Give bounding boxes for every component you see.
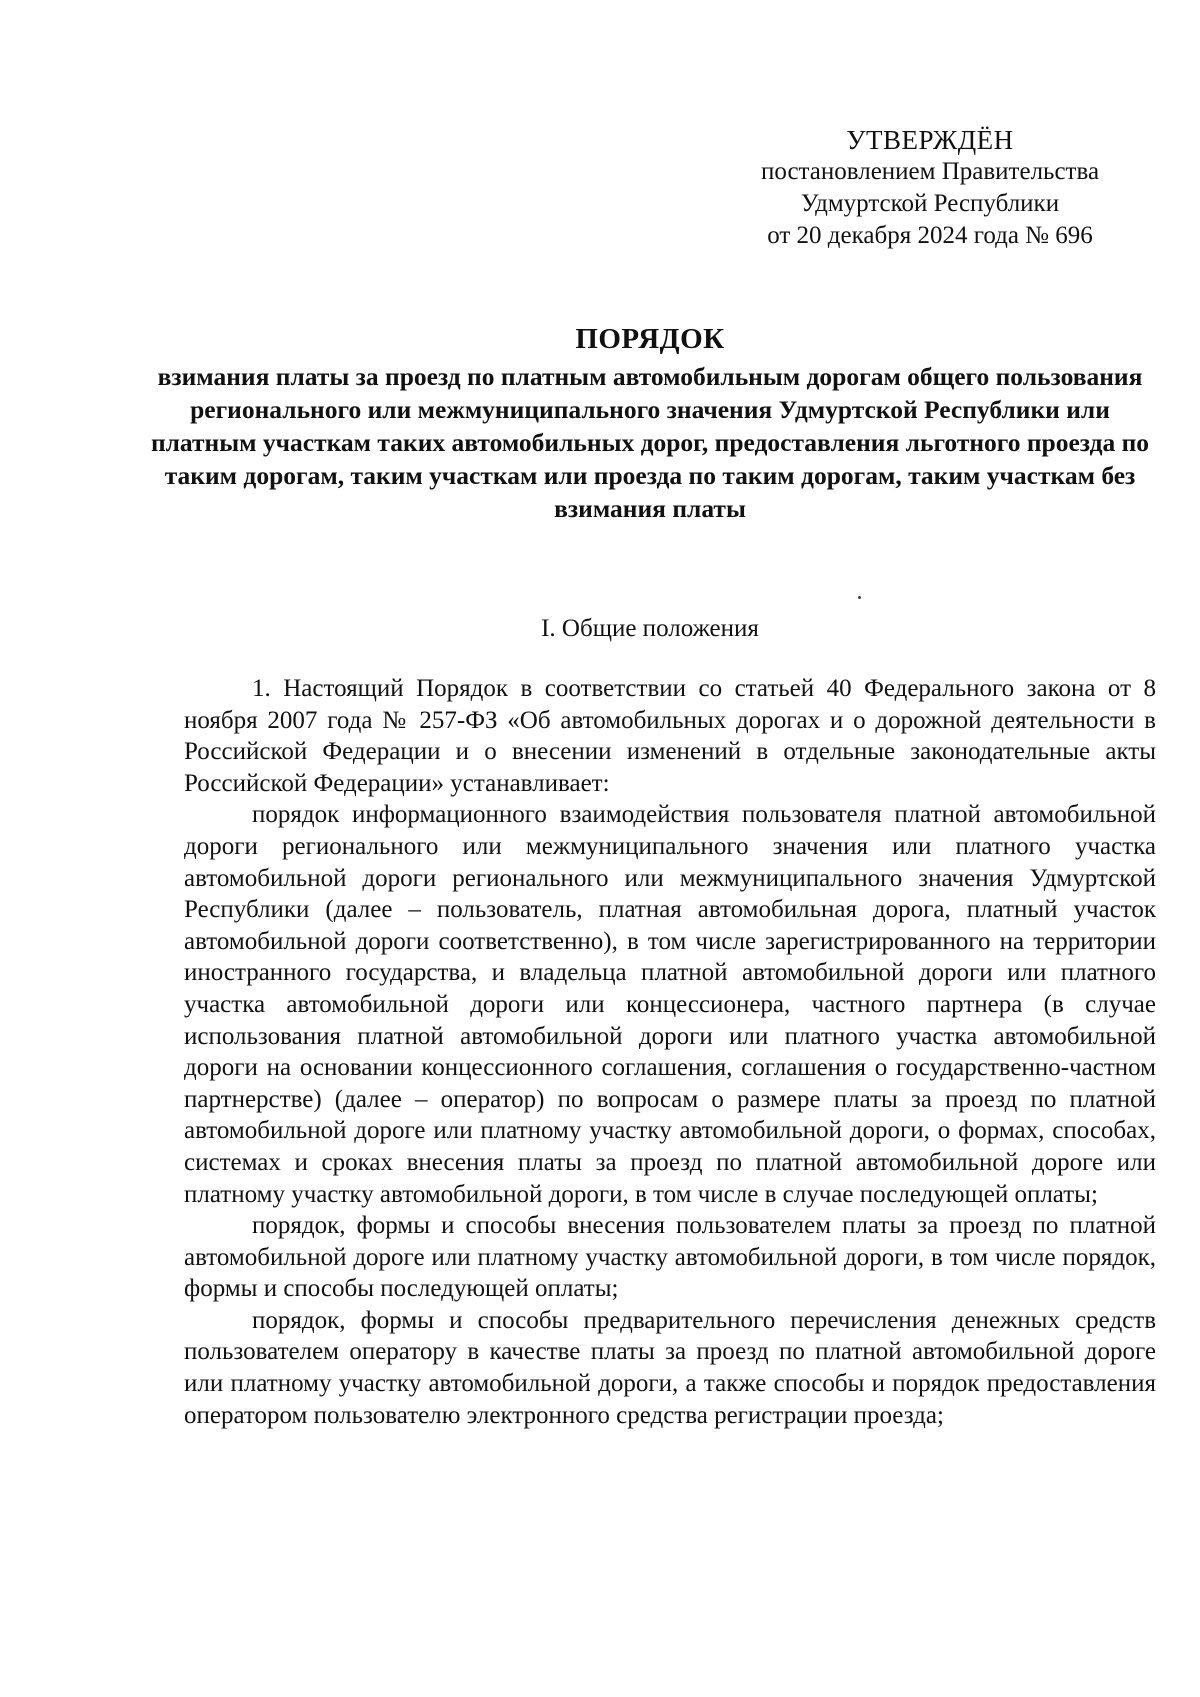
scan-speck bbox=[858, 596, 861, 599]
document-body bbox=[184, 673, 1156, 1431]
approval-line-republic: Удмуртской Республики bbox=[800, 190, 1060, 217]
document-subtitle: взимания платы за проезд по платным автомобильным дорогам общего пользования регионального или межмуниципального значения Удмуртской Республики или платным участкам таких автомобильных дорог, предоставления льготного проезда по таким дорогам, таким участкам или проезда по таким дорогам, таким участкам без взимания платы bbox=[150, 362, 1150, 523]
document-title: ПОРЯДОК bbox=[575, 323, 725, 355]
approval-line-resolution: постановлением Правительства bbox=[760, 158, 1100, 185]
approval-line-date-number: от 20 декабря 2024 года № 696 bbox=[767, 222, 1093, 249]
paragraph-4: порядок, формы и способы предварительного перечисления денежных средств пользователем оператору в качестве платы за проезд по платной автомобильной дороге или платному участку автомобильной дороги, а также способы и порядок предоставления оператором пользователю электронного средства регистрации проезда; bbox=[184, 1306, 1156, 1429]
section-heading: I. Общие положения bbox=[541, 615, 759, 642]
document-title-block bbox=[150, 322, 1150, 525]
approval-heading: УТВЕРЖДЁН bbox=[846, 125, 1014, 155]
approval-stamp-block bbox=[720, 124, 1140, 252]
paragraph-1: 1. Настоящий Порядок в соответствии со статьей 40 Федерального закона от 8 ноября 2007 года № 257-ФЗ «Об автомобильных дорогах и о дорожной деятельности в Российской Федерации и о внесении изменений в отдельные законодательные акты Российской Федерации» устанавливает: bbox=[184, 675, 1156, 797]
paragraph-3: порядок, формы и способы внесения пользователем платы за проезд по платной автомобильной дороге или платному участку автомобильной дороги, в том числе порядок, формы и способы последующей оплаты; bbox=[184, 1212, 1156, 1303]
paragraph-2: порядок информационного взаимодействия пользователя платной автомобильной дороги регионального или межмуниципального значения или платного участка автомобильной дороги регионального или межмуниципального значения Удмуртской Республики (далее – пользователь, платная автомобильная дорога, платный участок автомобильной дороги соответственно), в том числе зарегистрированного на территории иностранного государства, и владельца платной автомобильной дороги или платного участка автомобильной дороги или концессионера, частного партнера (в случае использования платной автомобильной дороги или платного участка автомобильной дороги на основании концессионного соглашения, соглашения о государственно-частном партнерстве) (далее – оператор) по вопросам о размере платы за проезд по платной автомобильной дороге или платному участку автомобильной дороги, о формах, способах, системах и сроках внесения платы за проезд по платной автомобильной дороге или платному участку автомобильной дороги, в том числе в случае последующей оплаты; bbox=[184, 801, 1156, 1208]
